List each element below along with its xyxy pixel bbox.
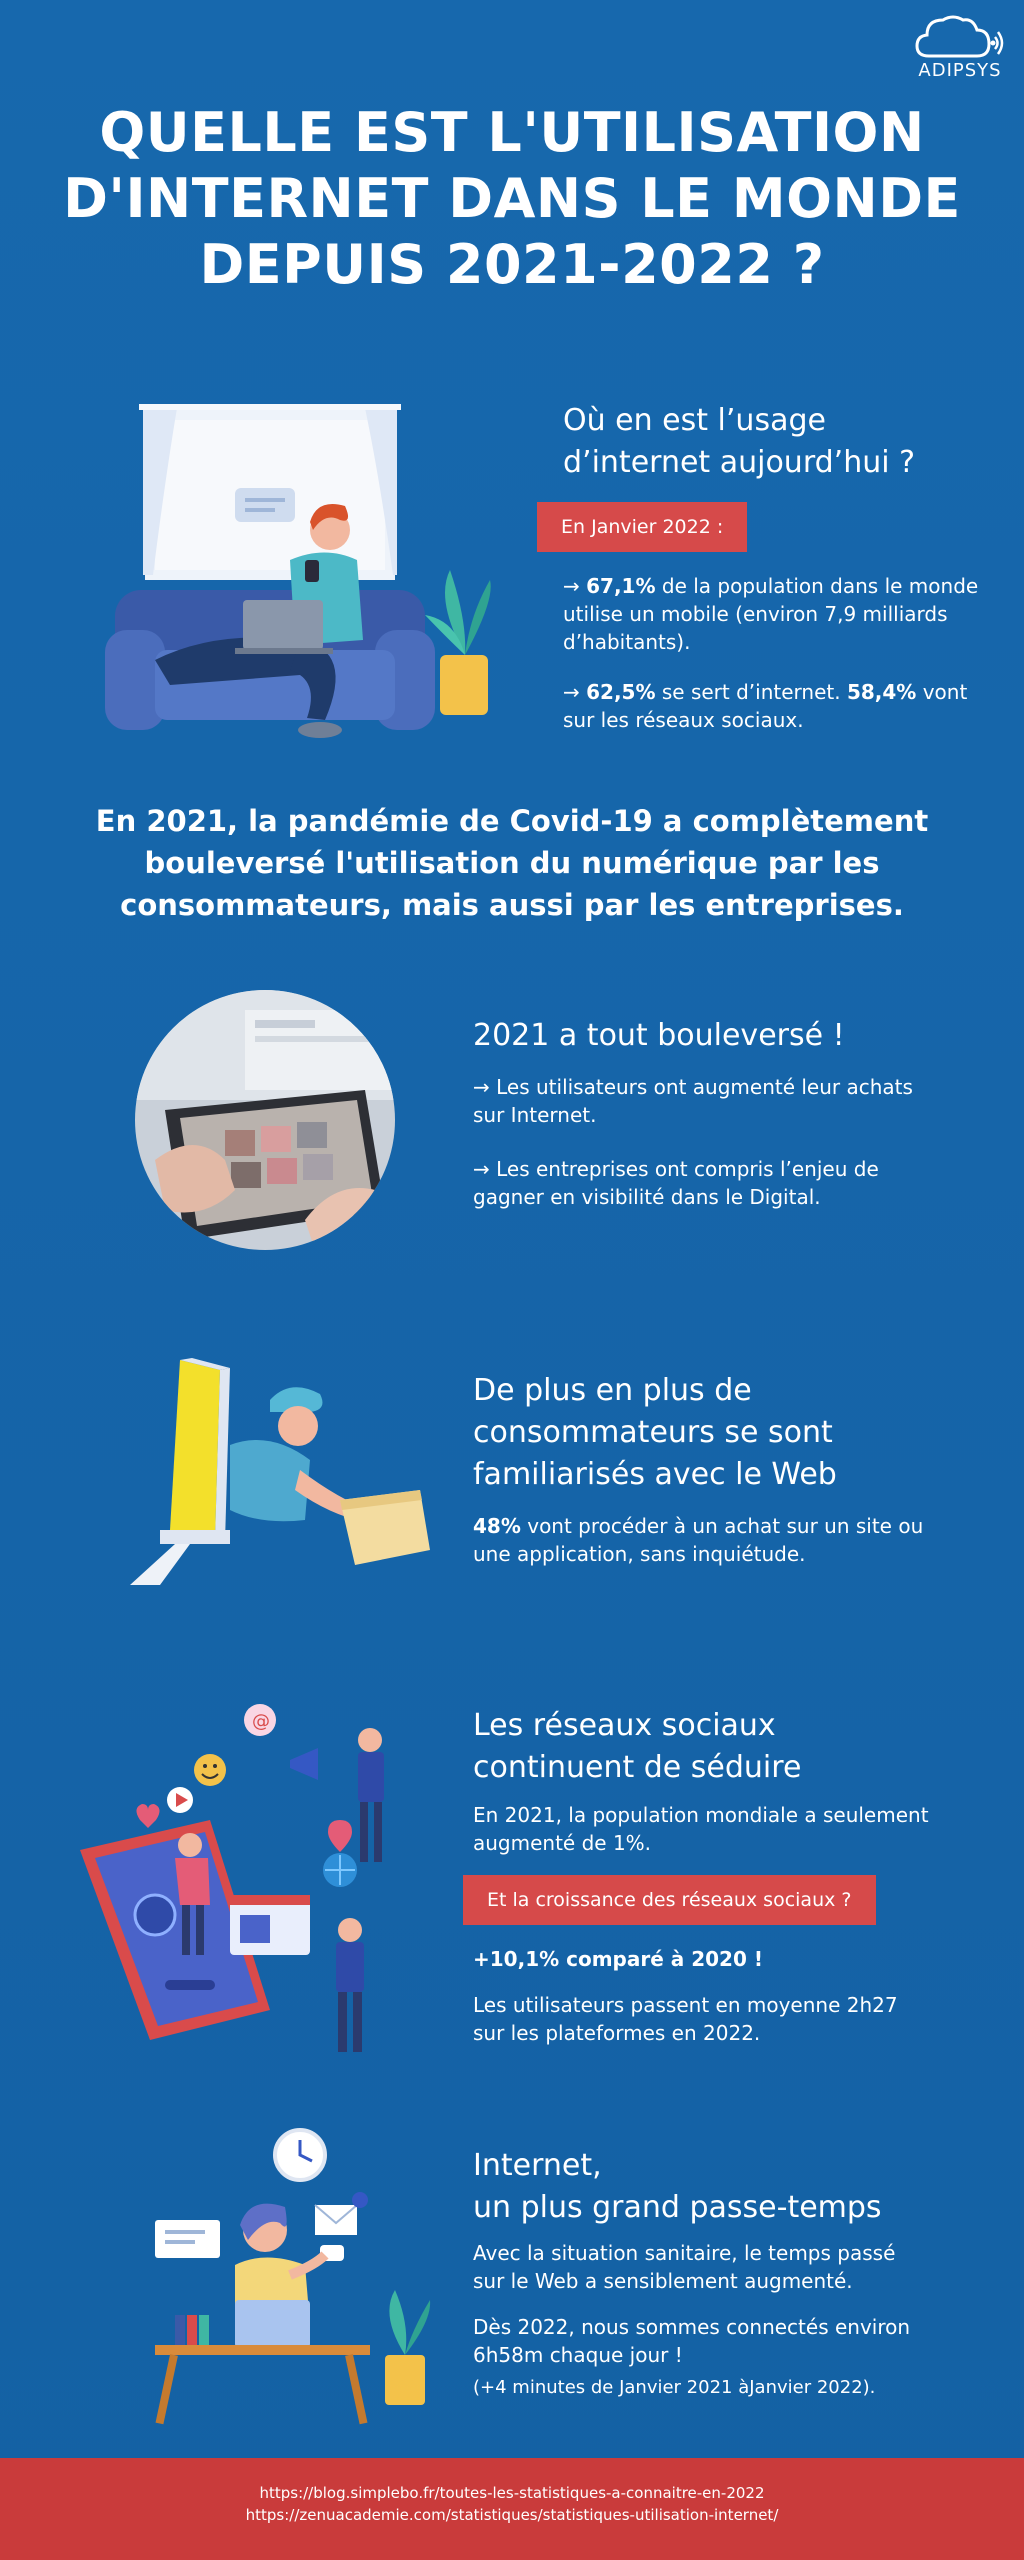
social-title-line-1: Les réseaux sociaux (473, 1708, 776, 1743)
usage-section (563, 400, 983, 756)
social-title-line-2: continuent de séduire (473, 1750, 802, 1785)
purchase-stat (473, 1512, 933, 1568)
consumers-section (473, 1370, 933, 1568)
social-media-illustration (70, 1680, 410, 2060)
title-line-2: D'INTERNET DANS LE MONDE (63, 167, 961, 230)
sanitary-situation-text: Avec la situation sanitaire, le temps passé sur le Web a sensiblement augmenté. (473, 2241, 896, 2293)
internet-stat-value: 62,5% (586, 680, 656, 704)
page-title (60, 100, 964, 298)
pastime-title-line-2: un plus grand passe-temps (473, 2190, 882, 2225)
disruption-point-2: → Les entreprises ont compris l’enjeu de gagner en visibilité dans le Digital. (473, 1157, 879, 1209)
consumers-title-line-1: De plus en plus de (473, 1373, 752, 1408)
cloud-wifi-icon (915, 10, 1005, 62)
arrow-icon: → (563, 574, 587, 598)
social-stat-value: 58,4% (846, 680, 917, 704)
hands-on-tablet-photo (135, 990, 395, 1250)
title-line-3: DEPUIS 2021-2022 ? (199, 233, 825, 296)
pastime-title-line-1: Internet, (473, 2148, 602, 2183)
consumers-title-line-3: familiarisés avec le Web (473, 1457, 837, 1492)
delivery-man-illustration (120, 1350, 440, 1600)
pastime-section (473, 2145, 933, 2419)
source-link-2[interactable]: https://zenuacademie.com/statistiques/statistiques-utilisation-internet/ (245, 2506, 779, 2524)
mobile-stat (563, 572, 983, 656)
source-link-1[interactable]: https://blog.simplebo.fr/toutes-les-statistiques-a-connaitre-en-2022 (259, 2484, 765, 2502)
social-section (473, 1705, 933, 2065)
woman-at-desk-illustration (140, 2125, 440, 2425)
consumers-title (473, 1370, 933, 1496)
disruption-point-1: → Les utilisateurs ont augmenté leur achats sur Internet. (473, 1075, 913, 1127)
title-line-1: QUELLE EST L'UTILISATION (99, 101, 925, 164)
covid-statement: En 2021, la pandémie de Covid-19 a complètement bouleversé l'utilisation du numérique par les consommateurs, mais aussi par les entreprises. (95, 804, 929, 922)
internet-stat-text: se sert d’internet. (655, 680, 847, 704)
sources-footer (0, 2458, 1024, 2560)
disruption-title: 2021 a tout bouleversé ! (473, 1018, 845, 1053)
pastime-title (473, 2145, 933, 2229)
disruption-section (473, 1015, 933, 1237)
date-tag: En Janvier 2022 : (537, 502, 747, 552)
purchase-stat-text: vont procéder à un achat sur un site ou une application, sans inquiétude. (473, 1514, 924, 1566)
daily-connection-text: Dès 2022, nous sommes connectés environ 6h58m chaque jour ! (473, 2315, 911, 2367)
social-growth-bold: +10,1% comparé à 2020 ! (473, 1947, 763, 1971)
consumers-title-line-2: consommateurs se sont (473, 1415, 833, 1450)
mobile-stat-value: 67,1% (586, 574, 656, 598)
svg-text:@: @ (252, 1711, 270, 1732)
usage-title-line-2: d’internet aujourd’hui ? (563, 445, 916, 480)
usage-title (563, 400, 983, 484)
person-on-sofa-illustration (95, 400, 505, 760)
social-growth-value (473, 1945, 933, 1973)
social-stat-text: vont sur les réseaux sociaux. (563, 680, 968, 732)
connection-increase-note: (+4 minutes de Janvier 2021 àJanvier 2022). (473, 2377, 876, 2398)
brand-name: ADIPSYS (918, 60, 1002, 81)
social-title (473, 1705, 933, 1789)
internet-stat (563, 678, 983, 734)
time-on-platforms: Les utilisateurs passent en moyenne 2h27 sur les plateformes en 2022. (473, 1993, 898, 2045)
social-growth-tag: Et la croissance des réseaux sociaux ? (463, 1875, 876, 1925)
usage-title-line-1: Où en est l’usage (563, 403, 826, 438)
population-growth-text: En 2021, la population mondiale a seulement augmenté de 1%. (473, 1803, 929, 1855)
purchase-stat-value: 48% (473, 1514, 521, 1538)
mobile-stat-text: de la population dans le monde utilise un mobile (environ 7,9 milliards d’habitants). (563, 574, 979, 654)
brand-logo (912, 10, 1008, 81)
arrow-icon: → (563, 680, 587, 704)
